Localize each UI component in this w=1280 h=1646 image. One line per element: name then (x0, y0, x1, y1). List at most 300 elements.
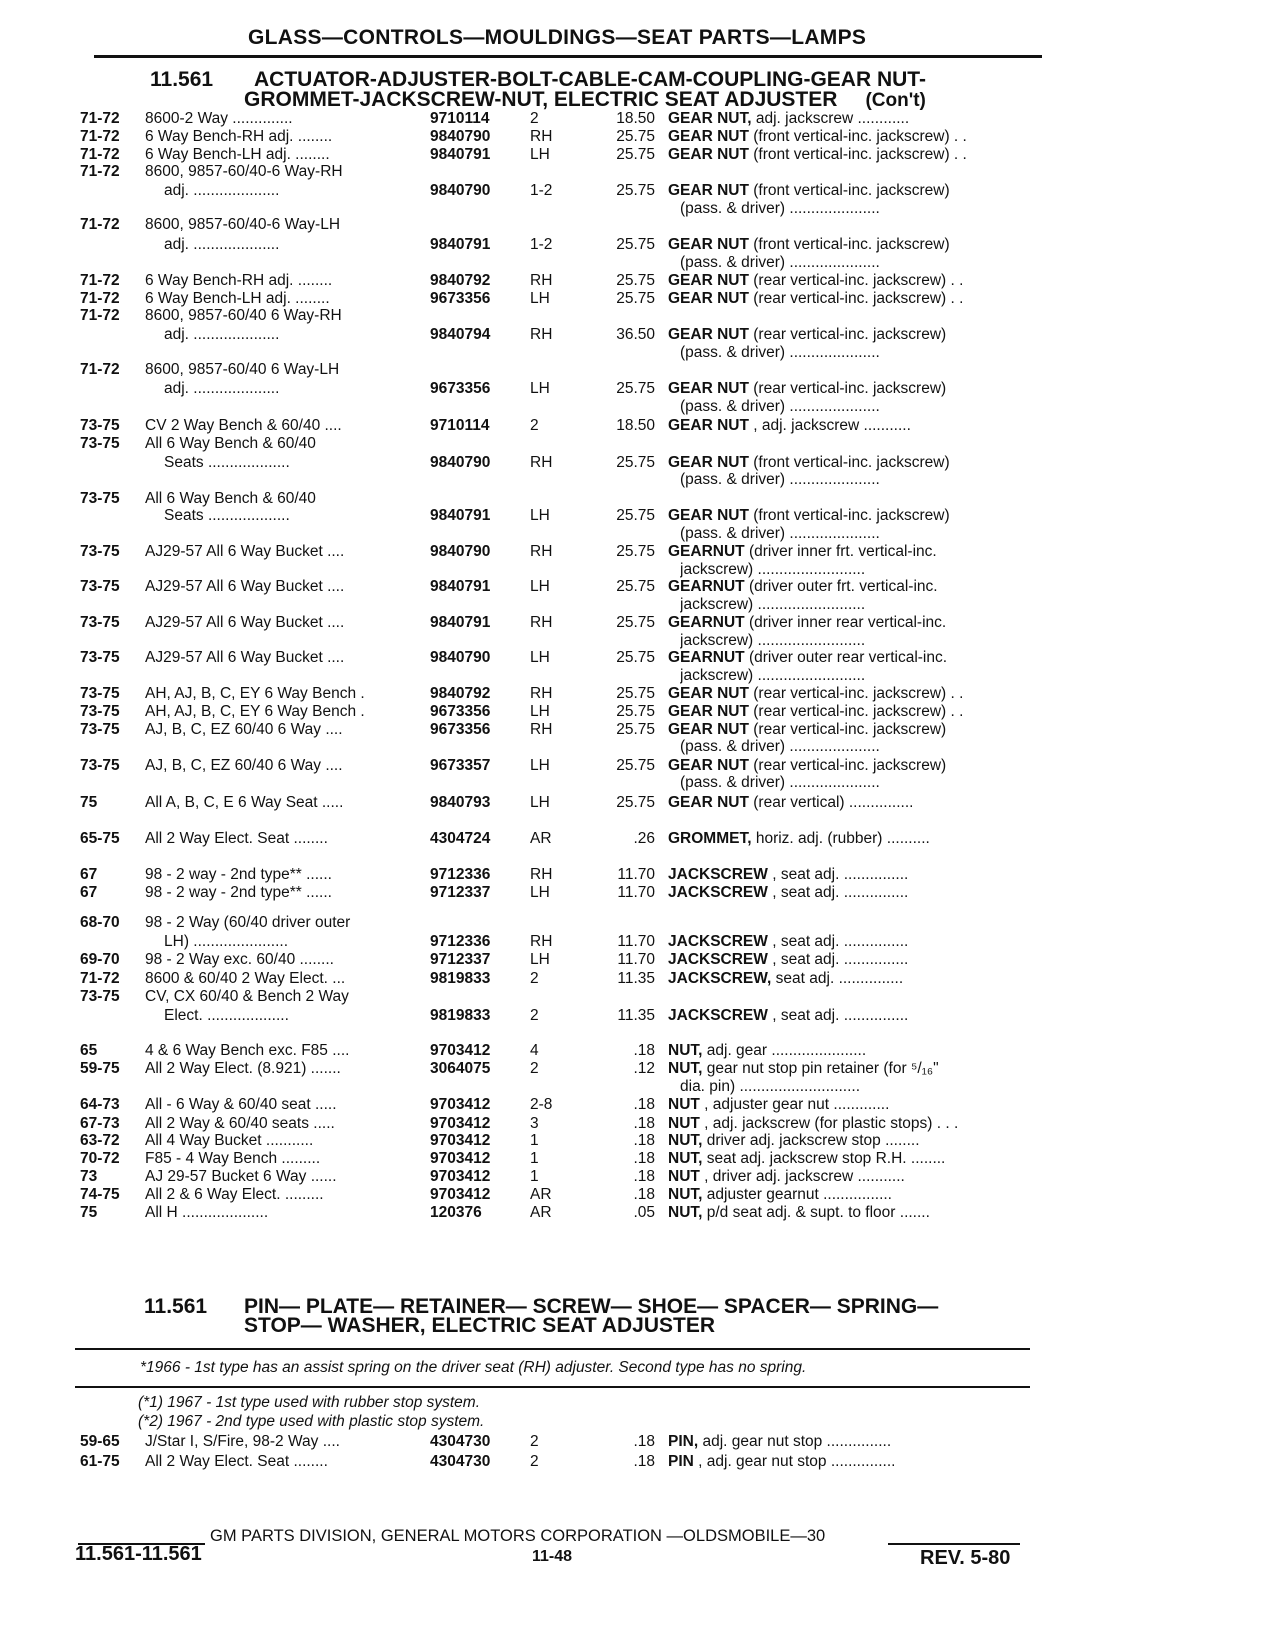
part-name-desc: , adj. gear nut stop ............... (693, 1453, 896, 1470)
application: All 2 Way Elect. Seat ........ (145, 830, 328, 847)
section-title-line1: ACTUATOR-ADJUSTER-BOLT-CABLE-CAM-COUPLING-GEAR NUT- (254, 68, 926, 91)
part-name-desc: , adj. jackscrew (for plastic stops) . . . (699, 1115, 959, 1132)
year-range: 75 (80, 1204, 98, 1221)
part-name (668, 830, 1040, 847)
year-range: 68-70 (80, 914, 120, 931)
price: 25.75 (616, 182, 655, 199)
quantity: LH (530, 649, 550, 666)
footer-division: GM PARTS DIVISION, GENERAL MOTORS CORPORATION —OLDSMOBILE—30 (210, 1527, 826, 1545)
footnote-1967-second: (*2) 1967 - 2nd type used with plastic stop system. (138, 1413, 485, 1430)
year-range: 71-72 (80, 216, 120, 233)
part-name-bold: GEAR NUT (668, 272, 749, 289)
part-number: 9840791 (430, 236, 491, 253)
part-number: 9673356 (430, 721, 491, 738)
part-name (668, 1204, 1040, 1221)
part-number: 4304730 (430, 1453, 491, 1470)
part-name-desc: (rear vertical-inc. jackscrew) . . (748, 272, 964, 289)
year-range: 71-72 (80, 970, 120, 987)
quantity: AR (530, 1186, 552, 1203)
quantity: 1-2 (530, 182, 553, 199)
header-rule (94, 55, 1042, 58)
application-continued: adj. .................... (164, 326, 280, 343)
part-name-bold: NUT (668, 1168, 700, 1185)
application: AJ 29-57 Bucket 6 Way ...... (145, 1168, 337, 1185)
part-name-desc: (rear vertical-inc. jackscrew) . . (748, 703, 964, 720)
part-name (668, 721, 1040, 738)
part-number: 9703412 (430, 1042, 491, 1059)
application: 6 Way Bench-RH adj. ........ (145, 272, 333, 289)
part-number: 9819833 (430, 970, 491, 987)
application-continued: Elect. ................... (164, 1007, 289, 1024)
price: .26 (633, 830, 655, 847)
part-name (668, 757, 1040, 774)
price: 11.70 (617, 884, 655, 901)
part-name-desc: (rear vertical) ............... (748, 794, 914, 811)
year-range: 73-75 (80, 685, 120, 702)
part-name-bold: GEAR NUT, (668, 110, 752, 127)
quantity: 2 (530, 1453, 539, 1470)
application: All 2 Way Elect. (8.921) ....... (145, 1060, 341, 1077)
part-name (668, 578, 1040, 595)
quantity: 2 (530, 1060, 539, 1077)
application: 98 - 2 way - 2nd type** ...... (145, 884, 332, 901)
quantity: RH (530, 866, 553, 883)
part-number: 9712336 (430, 866, 491, 883)
part-name (668, 1168, 1040, 1185)
price: .18 (633, 1433, 655, 1450)
part-name-desc: , seat adj. ............... (767, 866, 909, 883)
price: .18 (633, 1168, 655, 1185)
quantity: 2 (530, 1433, 539, 1450)
part-name-bold: NUT, (668, 1042, 703, 1059)
part-name (668, 146, 1040, 163)
price: 11.35 (617, 1007, 655, 1024)
application: J/Star I, S/Fire, 98-2 Way .... (145, 1433, 340, 1450)
quantity: 2 (530, 417, 539, 434)
part-name-bold: GROMMET, (668, 830, 752, 847)
part-name-desc: (driver inner frt. vertical-inc. (744, 543, 937, 560)
part-number: 9673356 (430, 703, 491, 720)
price: 25.75 (616, 703, 655, 720)
year-range: 69-70 (80, 951, 120, 968)
part-number: 9819833 (430, 1007, 491, 1024)
part-name-continued: jackscrew) ......................... (680, 596, 866, 613)
price: 25.75 (616, 236, 655, 253)
part-name-bold: GEAR NUT (668, 380, 749, 397)
part-name-bold: GEAR NUT (668, 146, 749, 163)
part-name-continued: (pass. & driver) ..................... (680, 254, 880, 271)
part-name (668, 543, 1040, 560)
quantity: LH (530, 757, 550, 774)
part-name (668, 236, 1040, 253)
application: AJ29-57 All 6 Way Bucket .... (145, 578, 345, 595)
price: .05 (633, 1204, 655, 1221)
part-name-bold: NUT, (668, 1150, 703, 1167)
application: 8600-2 Way .............. (145, 110, 293, 127)
part-name (668, 1007, 1040, 1024)
year-range: 73 (80, 1168, 98, 1185)
price: 25.75 (616, 578, 655, 595)
application: 6 Way Bench-LH adj. ........ (145, 146, 330, 163)
year-range: 71-72 (80, 272, 120, 289)
part-name (668, 326, 1040, 343)
year-range: 71-72 (80, 290, 120, 307)
part-name (668, 933, 1040, 950)
year-range: 70-72 (80, 1150, 120, 1167)
part-number: 9710114 (430, 110, 490, 127)
year-range: 71-72 (80, 110, 120, 127)
part-name-desc: gear nut stop pin retainer (for ⁵/₁₆" (702, 1060, 939, 1077)
part-name-continued: jackscrew) ......................... (680, 667, 866, 684)
year-range: 71-72 (80, 128, 120, 145)
part-name-bold: GEAR NUT (668, 417, 749, 434)
part-number: 9712337 (430, 884, 491, 901)
part-name (668, 1115, 1040, 1132)
part-name-desc: (front vertical-inc. jackscrew) (748, 236, 950, 253)
part-name-continued: jackscrew) ......................... (680, 561, 866, 578)
price: 25.75 (616, 290, 655, 307)
part-name-continued: dia. pin) ............................ (680, 1078, 861, 1095)
application-continued: adj. .................... (164, 182, 280, 199)
application: All - 6 Way & 60/40 seat ..... (145, 1096, 337, 1113)
application: All 4 Way Bucket ........... (145, 1132, 314, 1149)
notes-mid-rule (75, 1386, 1030, 1388)
part-name (668, 110, 1040, 127)
part-name-desc: p/d seat adj. & supt. to floor ....... (702, 1204, 930, 1221)
part-number: 4304724 (430, 830, 491, 847)
year-range: 73-75 (80, 417, 120, 434)
part-number: 9840791 (430, 614, 491, 631)
part-name-desc: , seat adj. ............... (767, 884, 909, 901)
part-name-continued: (pass. & driver) ..................... (680, 525, 880, 542)
part-name-bold: JACKSCREW (668, 1007, 768, 1024)
part-name (668, 1150, 1040, 1167)
quantity: RH (530, 454, 553, 471)
part-name-bold: JACKSCREW (668, 933, 768, 950)
year-range: 63-72 (80, 1132, 120, 1149)
section-title-line2: GROMMET-JACKSCREW-NUT, ELECTRIC SEAT ADJUSTER (244, 88, 838, 111)
application-continued: adj. .................... (164, 236, 280, 253)
price: .18 (633, 1132, 655, 1149)
price: .18 (633, 1453, 655, 1470)
part-name-desc: adj. gear ...................... (702, 1042, 867, 1059)
part-name-bold: GEARNUT (668, 578, 745, 595)
application: AJ, B, C, EZ 60/40 6 Way .... (145, 757, 343, 774)
application: All A, B, C, E 6 Way Seat ..... (145, 794, 344, 811)
application: AJ29-57 All 6 Way Bucket .... (145, 543, 345, 560)
part-name (668, 128, 1040, 145)
part-name-bold: NUT, (668, 1204, 703, 1221)
quantity: 1 (530, 1132, 539, 1149)
part-number: 9840790 (430, 649, 491, 666)
application: 4 & 6 Way Bench exc. F85 .... (145, 1042, 350, 1059)
year-range: 59-75 (80, 1060, 120, 1077)
part-name-bold: GEAR NUT (668, 794, 749, 811)
year-range: 73-75 (80, 490, 120, 507)
price: 11.70 (617, 933, 655, 950)
part-number: 9840792 (430, 685, 491, 702)
footer-rule-right (888, 1543, 1020, 1545)
year-range: 73-75 (80, 703, 120, 720)
part-number: 9703412 (430, 1096, 491, 1113)
price: .18 (633, 1042, 655, 1059)
continued-label: (Con't) (865, 90, 926, 111)
price: .18 (633, 1186, 655, 1203)
section-title-line1: PIN— PLATE— RETAINER— SCREW— SHOE— SPACER— SPRING— (244, 1295, 939, 1318)
part-name (668, 649, 1040, 666)
quantity: 3 (530, 1115, 539, 1132)
price: .18 (633, 1096, 655, 1113)
application-continued: Seats ................... (164, 454, 290, 471)
part-name-bold: GEAR NUT (668, 757, 749, 774)
price: 36.50 (616, 326, 655, 343)
quantity: LH (530, 578, 550, 595)
application: AH, AJ, B, C, EY 6 Way Bench . (145, 685, 365, 702)
part-name (668, 703, 1040, 720)
application: 98 - 2 Way (60/40 driver outer (145, 914, 351, 931)
price: 11.70 (617, 951, 655, 968)
application: AH, AJ, B, C, EY 6 Way Bench . (145, 703, 365, 720)
part-name-desc: (rear vertical-inc. jackscrew) . . (748, 290, 964, 307)
part-number: 9840790 (430, 543, 491, 560)
part-name-desc: (driver outer rear vertical-inc. (744, 649, 948, 666)
application: CV, CX 60/40 & Bench 2 Way (145, 988, 349, 1005)
part-name-desc: , seat adj. ............... (767, 1007, 909, 1024)
quantity: RH (530, 614, 553, 631)
application: 6 Way Bench-LH adj. ........ (145, 290, 330, 307)
quantity: RH (530, 721, 553, 738)
part-name (668, 1096, 1040, 1113)
part-name (668, 866, 1040, 883)
footnote-1967-first: (*1) 1967 - 1st type used with rubber stop system. (138, 1394, 481, 1411)
part-name-continued: (pass. & driver) ..................... (680, 398, 880, 415)
price: 25.75 (616, 794, 655, 811)
application: 8600 & 60/40 2 Way Elect. ... (145, 970, 346, 987)
quantity: LH (530, 290, 550, 307)
part-name (668, 507, 1040, 524)
part-name (668, 1042, 1040, 1059)
application: 6 Way Bench-RH adj. ........ (145, 128, 333, 145)
part-name-desc: , driver adj. jackscrew ........... (699, 1168, 905, 1185)
application: AJ, B, C, EZ 60/40 6 Way .... (145, 721, 343, 738)
quantity: RH (530, 128, 553, 145)
quantity: LH (530, 507, 550, 524)
part-name (668, 1060, 1040, 1077)
part-number: 9840790 (430, 182, 491, 199)
part-name-bold: JACKSCREW (668, 866, 768, 883)
part-number: 9673356 (430, 290, 491, 307)
quantity: LH (530, 951, 550, 968)
part-name-desc: (rear vertical-inc. jackscrew) (748, 757, 947, 774)
footnote-1966: *1966 - 1st type has an assist spring on the driver seat (RH) adjuster. Second type has no spring. (140, 1359, 807, 1376)
part-name (668, 794, 1040, 811)
part-number: 9712337 (430, 951, 491, 968)
part-number: 9840790 (430, 454, 491, 471)
part-number: 9840791 (430, 146, 491, 163)
price: 25.75 (616, 614, 655, 631)
price: 25.75 (616, 757, 655, 774)
price: 25.75 (616, 507, 655, 524)
part-name-desc: (rear vertical-inc. jackscrew) (748, 380, 947, 397)
part-name-bold: GEAR NUT (668, 703, 749, 720)
part-name-desc: , adj. jackscrew ........... (748, 417, 911, 434)
quantity: 2 (530, 970, 539, 987)
footer-revision: REV. 5-80 (920, 1547, 1011, 1569)
part-name-bold: PIN (668, 1453, 694, 1470)
price: 25.75 (616, 128, 655, 145)
price: 18.50 (616, 110, 655, 127)
price: 25.75 (616, 649, 655, 666)
part-name-desc: seat adj. ............... (771, 970, 904, 987)
part-name-desc: horiz. adj. (rubber) .......... (751, 830, 930, 847)
part-number: 9840791 (430, 578, 491, 595)
year-range: 65-75 (80, 830, 120, 847)
part-name-desc: (front vertical-inc. jackscrew) (748, 507, 950, 524)
price: .12 (633, 1060, 655, 1077)
part-number: 9840794 (430, 326, 491, 343)
application: All 6 Way Bench & 60/40 (145, 490, 316, 507)
part-name-desc: adjuster gearnut ................ (702, 1186, 892, 1203)
quantity: 2-8 (530, 1096, 553, 1113)
part-name-desc: (driver inner rear vertical-inc. (744, 614, 947, 631)
part-name-desc: (front vertical-inc. jackscrew) (748, 454, 950, 471)
part-name-bold: GEAR NUT (668, 326, 749, 343)
part-name (668, 884, 1040, 901)
year-range: 75 (80, 794, 98, 811)
part-name-desc: (front vertical-inc. jackscrew) (748, 182, 950, 199)
part-number: 9840792 (430, 272, 491, 289)
application: F85 - 4 Way Bench ......... (145, 1150, 321, 1167)
year-range: 73-75 (80, 435, 120, 452)
part-name-bold: GEAR NUT (668, 290, 749, 307)
year-range: 73-75 (80, 543, 120, 560)
year-range: 73-75 (80, 578, 120, 595)
part-name-desc: (rear vertical-inc. jackscrew) . . (748, 685, 964, 702)
part-name-desc: seat adj. jackscrew stop R.H. ........ (702, 1150, 946, 1167)
part-name (668, 454, 1040, 471)
part-name-continued: (pass. & driver) ..................... (680, 200, 880, 217)
quantity: LH (530, 380, 550, 397)
part-name (668, 380, 1040, 397)
application: 8600, 9857-60/40-6 Way-RH (145, 163, 343, 180)
application: All 6 Way Bench & 60/40 (145, 435, 316, 452)
quantity: RH (530, 933, 553, 950)
part-name-bold: GEARNUT (668, 614, 745, 631)
part-name-bold: JACKSCREW, (668, 970, 772, 987)
part-name (668, 417, 1040, 434)
year-range: 73-75 (80, 649, 120, 666)
part-name (668, 290, 1040, 307)
part-name-continued: (pass. & driver) ..................... (680, 738, 880, 755)
part-name-desc: (rear vertical-inc. jackscrew) (748, 721, 947, 738)
price: 25.75 (616, 685, 655, 702)
quantity: LH (530, 146, 550, 163)
quantity: RH (530, 326, 553, 343)
quantity: LH (530, 794, 550, 811)
notes-top-rule (75, 1348, 1030, 1350)
part-number: 9703412 (430, 1115, 491, 1132)
part-number: 9703412 (430, 1150, 491, 1167)
application: 98 - 2 Way exc. 60/40 ........ (145, 951, 334, 968)
part-name-bold: GEAR NUT (668, 182, 749, 199)
year-range: 73-75 (80, 614, 120, 631)
part-name (668, 182, 1040, 199)
application: All 2 & 6 Way Elect. ......... (145, 1186, 324, 1203)
part-name-bold: NUT, (668, 1060, 703, 1077)
year-range: 61-75 (80, 1453, 120, 1470)
part-name (668, 1433, 1040, 1450)
part-name-desc: (front vertical-inc. jackscrew) . . (748, 146, 967, 163)
year-range: 71-72 (80, 307, 120, 324)
part-number: 120376 (430, 1204, 482, 1221)
part-name-desc: , seat adj. ............... (767, 933, 909, 950)
part-number: 9840790 (430, 128, 491, 145)
part-name-bold: GEAR NUT (668, 507, 749, 524)
quantity: AR (530, 830, 552, 847)
part-name (668, 1453, 1040, 1470)
part-number: 9673357 (430, 757, 491, 774)
part-name-desc: adj. jackscrew ............ (751, 110, 910, 127)
price: 11.35 (617, 970, 655, 987)
part-name-continued: (pass. & driver) ..................... (680, 471, 880, 488)
application: All 2 Way Elect. Seat ........ (145, 1453, 328, 1470)
price: 25.75 (616, 146, 655, 163)
year-range: 71-72 (80, 361, 120, 378)
quantity: 4 (530, 1042, 539, 1059)
quantity: 2 (530, 1007, 539, 1024)
footer-page-number: 11-48 (532, 1548, 573, 1565)
part-name-continued: (pass. & driver) ..................... (680, 774, 880, 791)
year-range: 67 (80, 884, 98, 901)
price: 18.50 (616, 417, 655, 434)
part-name-bold: NUT, (668, 1186, 703, 1203)
part-number: 3064075 (430, 1060, 491, 1077)
quantity: 1-2 (530, 236, 553, 253)
part-number: 9673356 (430, 380, 491, 397)
part-name-bold: GEARNUT (668, 649, 745, 666)
part-name (668, 951, 1040, 968)
part-name-bold: GEAR NUT (668, 685, 749, 702)
part-name (668, 1132, 1040, 1149)
section-number: 11.561 (144, 1295, 208, 1318)
quantity: LH (530, 884, 550, 901)
part-name-desc: (driver outer frt. vertical-inc. (744, 578, 938, 595)
part-name (668, 272, 1040, 289)
year-range: 67-73 (80, 1115, 120, 1132)
part-name-desc: , adjuster gear nut ............. (699, 1096, 890, 1113)
price: 25.75 (616, 721, 655, 738)
part-name-bold: NUT (668, 1115, 700, 1132)
price: 11.70 (617, 866, 655, 883)
part-name-desc: adj. gear nut stop ............... (698, 1433, 892, 1450)
quantity: RH (530, 543, 553, 560)
part-name-desc: (rear vertical-inc. jackscrew) (748, 326, 947, 343)
year-range: 73-75 (80, 757, 120, 774)
year-range: 73-75 (80, 721, 120, 738)
price: 25.75 (616, 272, 655, 289)
price: 25.75 (616, 380, 655, 397)
quantity: LH (530, 703, 550, 720)
application: All 2 Way & 60/40 seats ..... (145, 1115, 335, 1132)
quantity: AR (530, 1204, 552, 1221)
part-name-bold: GEAR NUT (668, 454, 749, 471)
application: 8600, 9857-60/40 6 Way-LH (145, 361, 340, 378)
part-name-bold: JACKSCREW (668, 884, 768, 901)
price: .18 (633, 1150, 655, 1167)
application: CV 2 Way Bench & 60/40 .... (145, 417, 342, 434)
year-range: 74-75 (80, 1186, 120, 1203)
application: AJ29-57 All 6 Way Bucket .... (145, 649, 345, 666)
